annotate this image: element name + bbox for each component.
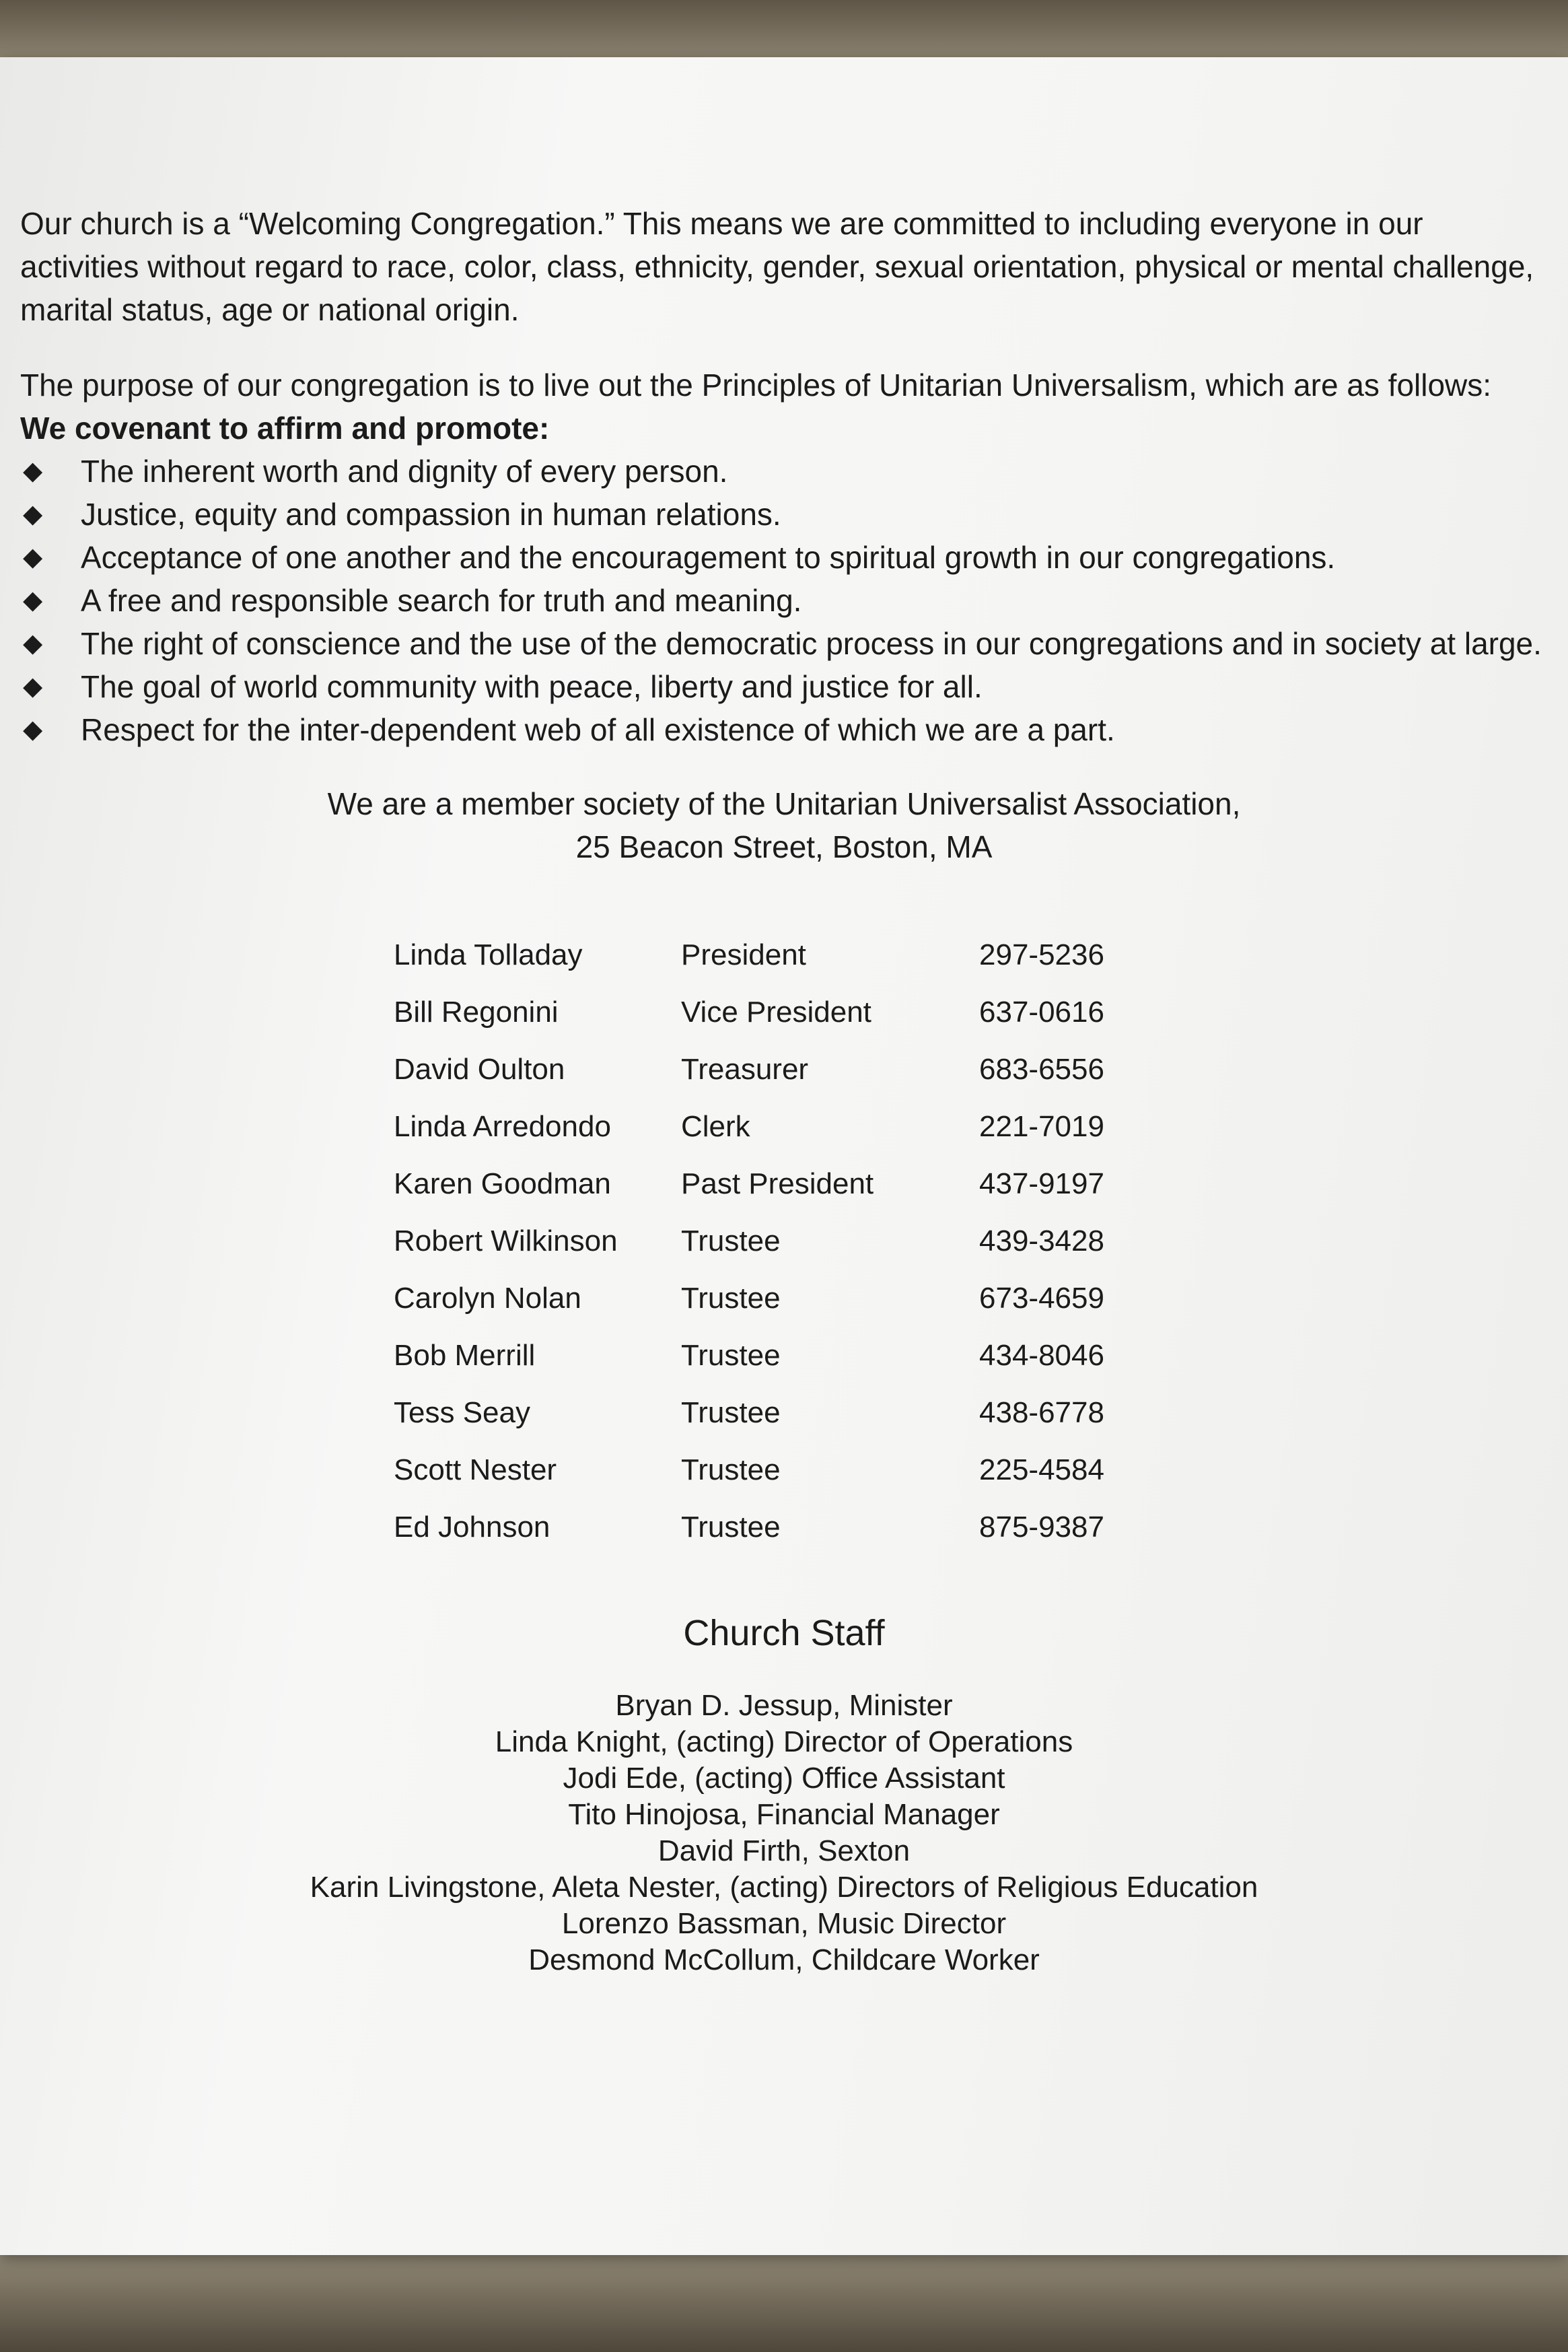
table-row xyxy=(394,1098,1154,1155)
board-member-role: Treasurer xyxy=(681,1052,809,1086)
diamond-bullet-icon: ◆ xyxy=(23,543,43,572)
principles-list xyxy=(20,450,1548,751)
board-member-phone: 437-9197 xyxy=(979,1167,1104,1200)
staff-member: Bryan D. Jessup, Minister xyxy=(615,1689,953,1722)
board-member-phone: 439-3428 xyxy=(979,1224,1104,1257)
table-row xyxy=(394,983,1154,1041)
diamond-bullet-icon: ◆ xyxy=(23,500,43,528)
board-member-role: Vice President xyxy=(681,995,871,1029)
principle-item xyxy=(20,665,1548,708)
bulletin-page xyxy=(0,57,1568,2255)
board-member-role: Trustee xyxy=(681,1395,781,1429)
board-member-name: Ed Johnson xyxy=(394,1510,550,1544)
board-member-phone: 683-6556 xyxy=(979,1052,1104,1086)
board-member-role: Trustee xyxy=(681,1224,781,1257)
staff-member: Desmond McCollum, Childcare Worker xyxy=(528,1943,1040,1976)
board-member-name: Tess Seay xyxy=(394,1395,530,1429)
table-row xyxy=(394,1441,1154,1498)
staff-member: David Firth, Sexton xyxy=(657,1834,911,1867)
association-line: We are a member society of the Unitarian Universalist Association, xyxy=(327,786,1241,821)
staff-member: Lorenzo Bassman, Music Director xyxy=(561,1907,1007,1940)
diamond-bullet-icon: ◆ xyxy=(23,716,43,744)
principle-text: The inherent worth and dignity of every person. xyxy=(81,454,728,489)
board-member-role: Trustee xyxy=(681,1510,781,1544)
board-member-phone: 637-0616 xyxy=(979,995,1104,1029)
table-row xyxy=(394,1384,1154,1441)
table-row xyxy=(394,1155,1154,1212)
principle-item xyxy=(20,622,1548,665)
staff-member: Linda Knight, (acting) Director of Operations xyxy=(495,1725,1073,1758)
principle-text: Respect for the inter-dependent web of all existence of which we are a part. xyxy=(81,712,1115,747)
board-member-phone: 221-7019 xyxy=(979,1109,1104,1143)
principle-text: The right of conscience and the use of the democratic process in our congregations and in society at large. xyxy=(81,626,1542,661)
board-member-role: President xyxy=(681,938,806,971)
principle-item xyxy=(20,579,1548,622)
board-member-name: Carolyn Nolan xyxy=(394,1281,581,1315)
board-member-name: Bill Regonini xyxy=(394,995,559,1029)
board-member-phone: 225-4584 xyxy=(979,1453,1104,1486)
page-content xyxy=(20,202,1548,1978)
principle-item xyxy=(20,450,1548,493)
table-row xyxy=(394,1270,1154,1327)
principle-text: A free and responsible search for truth and meaning. xyxy=(81,583,802,618)
diamond-bullet-icon: ◆ xyxy=(23,457,43,485)
board-member-phone: 297-5236 xyxy=(979,938,1104,971)
diamond-bullet-icon: ◆ xyxy=(23,586,43,615)
board-member-name: Bob Merrill xyxy=(394,1338,536,1372)
board-member-phone: 673-4659 xyxy=(979,1281,1104,1315)
board-member-name: David Oulton xyxy=(394,1052,565,1086)
board-member-phone: 875-9387 xyxy=(979,1510,1104,1544)
principle-text: Acceptance of one another and the encouragement to spiritual growth in our congregations. xyxy=(81,540,1336,575)
staff-member: Jodi Ede, (acting) Office Assistant xyxy=(563,1762,1005,1795)
principle-item xyxy=(20,536,1548,579)
principle-item xyxy=(20,708,1548,751)
principle-text: The goal of world community with peace, liberty and justice for all. xyxy=(81,669,983,704)
welcoming-statement: Our church is a “Welcoming Congregation.” This means we are committed to including everyone in our activities without regard to race, color, class, ethnicity, gender, sexual orientation, physical or mental challenge, marital status, age or national origin. xyxy=(20,206,1534,327)
staff-heading: Church Staff xyxy=(683,1613,885,1653)
board-member-role: Trustee xyxy=(681,1338,781,1372)
board-member-name: Karen Goodman xyxy=(394,1167,611,1200)
covenant-heading: We covenant to affirm and promote: xyxy=(20,411,550,446)
purpose-statement: The purpose of our congregation is to live out the Principles of Unitarian Universalism, which are as follows: xyxy=(20,368,1492,403)
association-notice xyxy=(20,782,1548,868)
staff-member: Karin Livingstone, Aleta Nester, (acting) Directors of Religious Education xyxy=(310,1871,1258,1904)
table-row xyxy=(394,926,1154,983)
board-member-phone: 438-6778 xyxy=(979,1395,1104,1429)
board-member-role: Clerk xyxy=(681,1109,750,1143)
table-row xyxy=(394,1498,1154,1556)
diamond-bullet-icon: ◆ xyxy=(23,672,43,701)
principle-text: Justice, equity and compassion in human relations. xyxy=(81,497,781,532)
diamond-bullet-icon: ◆ xyxy=(23,629,43,658)
board-member-phone: 434-8046 xyxy=(979,1338,1104,1372)
staff-member: Tito Hinojosa, Financial Manager xyxy=(568,1798,1000,1831)
table-row xyxy=(394,1041,1154,1098)
staff-list xyxy=(20,1688,1548,1978)
board-member-role: Trustee xyxy=(681,1281,781,1315)
table-surface-bottom xyxy=(0,2242,1568,2352)
table-row xyxy=(394,1327,1154,1384)
board-directory xyxy=(394,926,1154,1556)
board-member-name: Linda Arredondo xyxy=(394,1109,611,1143)
table-row xyxy=(394,1212,1154,1270)
board-member-name: Scott Nester xyxy=(394,1453,557,1486)
association-address: 25 Beacon Street, Boston, MA xyxy=(575,829,993,864)
board-member-role: Past President xyxy=(681,1167,874,1200)
board-member-name: Robert Wilkinson xyxy=(394,1224,618,1257)
principle-item xyxy=(20,493,1548,536)
board-member-name: Linda Tolladay xyxy=(394,938,583,971)
board-member-role: Trustee xyxy=(681,1453,781,1486)
